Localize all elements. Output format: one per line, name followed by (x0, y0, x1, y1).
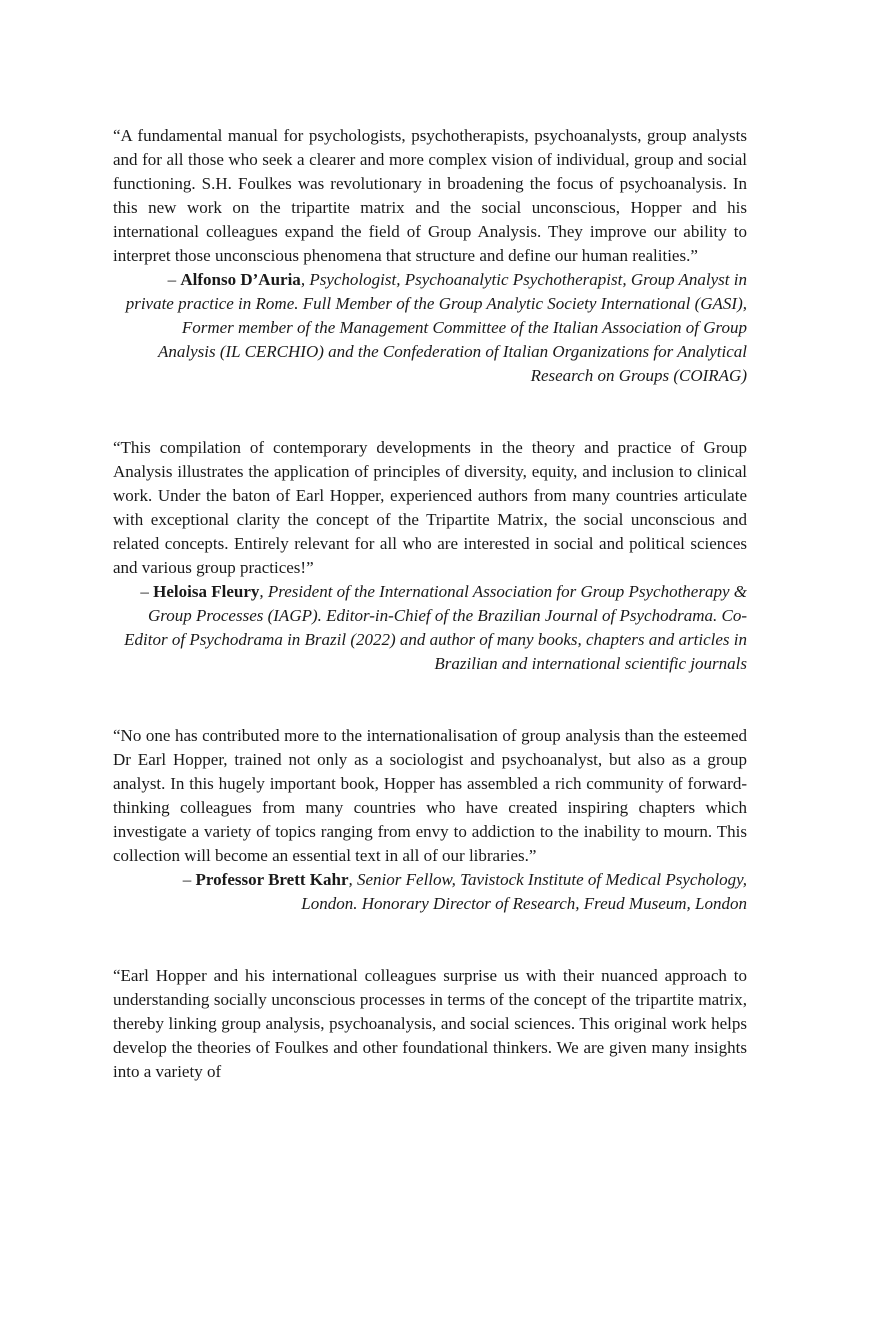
endorser-description: , Psychologist, Psychoanalytic Psychotherapist, Group Analyst in private practice in Rome. Full Member of the Group Analytic Society International (GASI), Former member of the Management Committee of the Italian Association of Group Analysis (IL CERCHIO) and the Confederation of Italian Organizations for Analytical Research on Groups (COIRAG) (125, 270, 747, 385)
endorser-name: Professor Brett Kahr (195, 870, 349, 889)
endorsement-quote: “A fundamental manual for psychologists, psychotherapists, psychoanalysts, group analysts and for all those who seek a clearer and more complex vision of individual, group and social functioning. S.H. Foulkes was revolutionary in broadening the focus of psychoanalysis. In this new work on the tripartite matrix and the social unconscious, Hopper and his international colleagues expand the field of Group Analysis. They improve our ability to interpret those unconscious phenomena that structure and define our human realities.” (113, 126, 747, 265)
endorser-description: , Senior Fellow, Tavistock Institute of Medical Psychology, London. Honorary Director of Research, Freud Museum, London (301, 870, 747, 913)
attribution-dash: – (140, 582, 154, 601)
endorsement-attribution (113, 868, 747, 916)
endorsements-page (113, 124, 747, 1084)
endorsement-quote: “This compilation of contemporary developments in the theory and practice of Group Analysis illustrates the application of principles of diversity, equity, and inclusion to clinical work. Under the baton of Earl Hopper, experienced authors from many countries articulate with exceptional clarity the concept of the Tripartite Matrix, the social unconscious and related concepts. Entirely relevant for all who are interested in social and political sciences and various group practices!” (113, 438, 747, 577)
endorsement-attribution (113, 268, 747, 388)
endorsement-block (113, 124, 747, 388)
endorser-name: Heloisa Fleury (153, 582, 260, 601)
endorser-description: , President of the International Association for Group Psychotherapy & Group Processes (IAGP). Editor-in-Chief of the Brazilian Journal of Psychodrama. Co-Editor of Psychodrama in Brazil (2022) and author of many books, chapters and articles in Brazilian and international scientific journals (124, 582, 747, 673)
endorsement-block (113, 964, 747, 1084)
attribution-dash: – (167, 270, 181, 289)
endorsement-quote: “No one has contributed more to the internationalisation of group analysis than the esteemed Dr Earl Hopper, trained not only as a sociologist and psychoanalyst, but also as a group analyst. In this hugely important book, Hopper has assembled a rich community of forward-thinking colleagues from many countries who have created inspiring chapters which investigate a variety of topics ranging from envy to addiction to the inability to mourn. This collection will become an essential text in all of our libraries.” (113, 726, 747, 865)
endorsement-quote: “Earl Hopper and his international colleagues surprise us with their nuanced approach to understanding socially unconscious processes in terms of the concept of the tripartite matrix, thereby linking group analysis, psychoanalysis, and social sciences. This original work helps develop the theories of Foulkes and other foundational thinkers. We are given many insights into a variety of (113, 966, 747, 1081)
endorsement-block (113, 724, 747, 916)
endorsement-attribution (113, 580, 747, 676)
endorsement-block (113, 436, 747, 676)
attribution-dash: – (182, 870, 196, 889)
endorser-name: Alfonso D’Auria (180, 270, 301, 289)
